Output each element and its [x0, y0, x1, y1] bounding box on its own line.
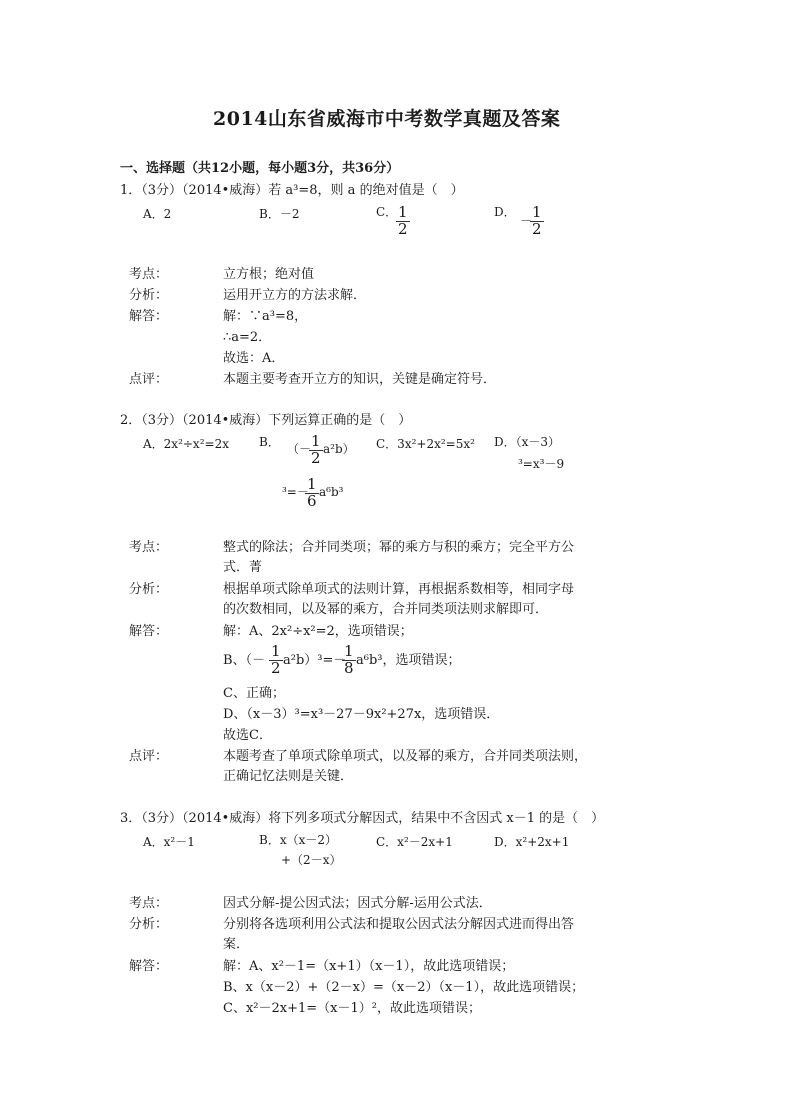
q2-jieda-b-fraction: $\frac{1}{2}$ [271, 642, 281, 677]
section-heading: 一、选择题（共12小题，每小题3分，共36分） [120, 161, 400, 176]
q2-jieda-label: 解答： [129, 624, 169, 639]
q2-option-b-fraction: $\frac{1}{2}$ [311, 432, 321, 467]
q2-jieda-b-mid: a²b）³=－ [283, 653, 347, 668]
q1-jieda-line: ∴a=2． [223, 330, 272, 345]
q1-fenxi-label: 分析： [129, 288, 169, 303]
q2-dianping-line: 正确记忆法则是关键． [223, 769, 354, 784]
q3-jieda-line: C、x²－2x+1=（x－1）²，故此选项错误； [223, 1001, 481, 1016]
q1-jieda-line: 故选：A． [223, 351, 285, 366]
q1-stem: 1．（3分）（2014•威海）若 a³=8，则 a 的绝对值是（ ） [120, 183, 464, 198]
q3-jieda-line: B、x（x－2）+（2－x）=（x－2）（x－1），故此选项错误； [223, 980, 585, 995]
q2-jieda-a: 解：A、2x²÷x²=2，选项错误； [223, 624, 413, 639]
q3-option-b-line2: +（2－x） [281, 853, 342, 867]
q2-option-b-open: （－ [287, 442, 312, 456]
q1-fenxi: 运用开立方的方法求解． [223, 288, 367, 303]
q2-option-b-line2-post: a⁶b³ [319, 485, 344, 499]
page-title: 2014山东省威海市中考数学真题及答案 [213, 108, 561, 130]
q2-option-d-line1: D．（x－3） [494, 435, 561, 449]
q3-option-a: A．x²－1 [143, 835, 195, 849]
q3-option-b-line1: B．x（x－2） [259, 833, 337, 847]
q2-jieda-b-post: a⁶b³，选项错误； [356, 653, 461, 668]
q3-fenxi-label: 分析： [129, 917, 169, 932]
q2-kaodian-line: 式．菁 [223, 560, 263, 575]
q3-stem: 3．（3分）（2014•威海）将下列多项式分解因式，结果中不含因式 x－1 的是（ ） [120, 811, 605, 826]
q2-option-b-fraction2: $\frac{1}{6}$ [307, 475, 317, 510]
q2-dianping-label: 点评： [129, 749, 169, 764]
q1-kaodian-label: 考点： [129, 267, 169, 282]
q1-dianping: 本题主要考查开立方的知识，关键是确定符号． [223, 372, 497, 387]
q2-kaodian-label: 考点： [129, 540, 169, 555]
q3-kaodian-label: 考点： [129, 896, 169, 911]
q3-jieda-line: 解：A、x²－1=（x+1）（x－1），故此选项错误； [223, 959, 515, 974]
q1-jieda-label: 解答： [129, 309, 169, 324]
q2-option-c: C．3x²+2x²=5x² [376, 437, 475, 451]
q2-stem: 2．（3分）（2014•威海）下列运算正确的是（ ） [120, 413, 412, 428]
q2-jieda-end: 故选C． [223, 728, 272, 743]
q3-option-c: C．x²－2x+1 [376, 835, 453, 849]
q2-fenxi-line: 的次数相同，以及幂的乘方，合并同类项法则求解即可． [223, 602, 549, 617]
q2-option-b-label: B． [259, 435, 280, 449]
q1-option-a: A．2 [143, 207, 172, 221]
q2-jieda-c: C、正确； [223, 686, 285, 701]
q2-fenxi-line: 根据单项式除单项式的法则计算，再根据系数相等，相同字母 [223, 582, 575, 597]
q2-fenxi-label: 分析： [129, 582, 169, 597]
q1-dianping-label: 点评： [129, 372, 169, 387]
q1-option-d: D． [494, 205, 516, 219]
q1-option-b: B．－2 [259, 207, 300, 221]
q2-jieda-b-fraction2: $\frac{1}{8}$ [344, 642, 354, 677]
q2-jieda-d: D、（x－3）³=x³－27－9x²+27x，选项错误． [223, 707, 500, 722]
q2-option-b-rest: a²b） [323, 442, 355, 456]
q2-option-a: A．2x²÷x²=2x [143, 437, 229, 451]
q1-option-c-fraction: $\frac{1}{2}$ [398, 203, 408, 238]
q3-fenxi-line: 分别将各选项利用公式法和提取公因式法分解因式进而得出答 [223, 917, 575, 932]
q3-jieda-label: 解答： [129, 959, 169, 974]
q3-option-d: D．x²+2x+1 [494, 835, 570, 849]
q3-kaodian: 因式分解-提公因式法；因式分解-运用公式法． [223, 896, 492, 911]
q1-option-c: C． [376, 205, 398, 219]
q2-dianping-line: 本题考查了单项式除单项式，以及幂的乘方，合并同类项法则， [223, 749, 588, 764]
q1-kaodian: 立方根；绝对值 [223, 267, 315, 282]
q2-option-b-line2: ³=－ [282, 485, 309, 499]
q1-option-d-fraction: $\frac{1}{2}$ [532, 203, 542, 238]
q2-kaodian-line: 整式的除法；合并同类项；幂的乘方与积的乘方；完全平方公 [223, 540, 575, 555]
q2-option-d-line2: ³=x³－9 [518, 457, 565, 471]
q2-jieda-b-pre: B、（－ [223, 653, 266, 668]
q1-jieda-line: 解：∵a³=8， [223, 309, 308, 324]
q1-option-d-sign: － [520, 214, 533, 228]
q3-fenxi-line: 案． [223, 937, 250, 952]
